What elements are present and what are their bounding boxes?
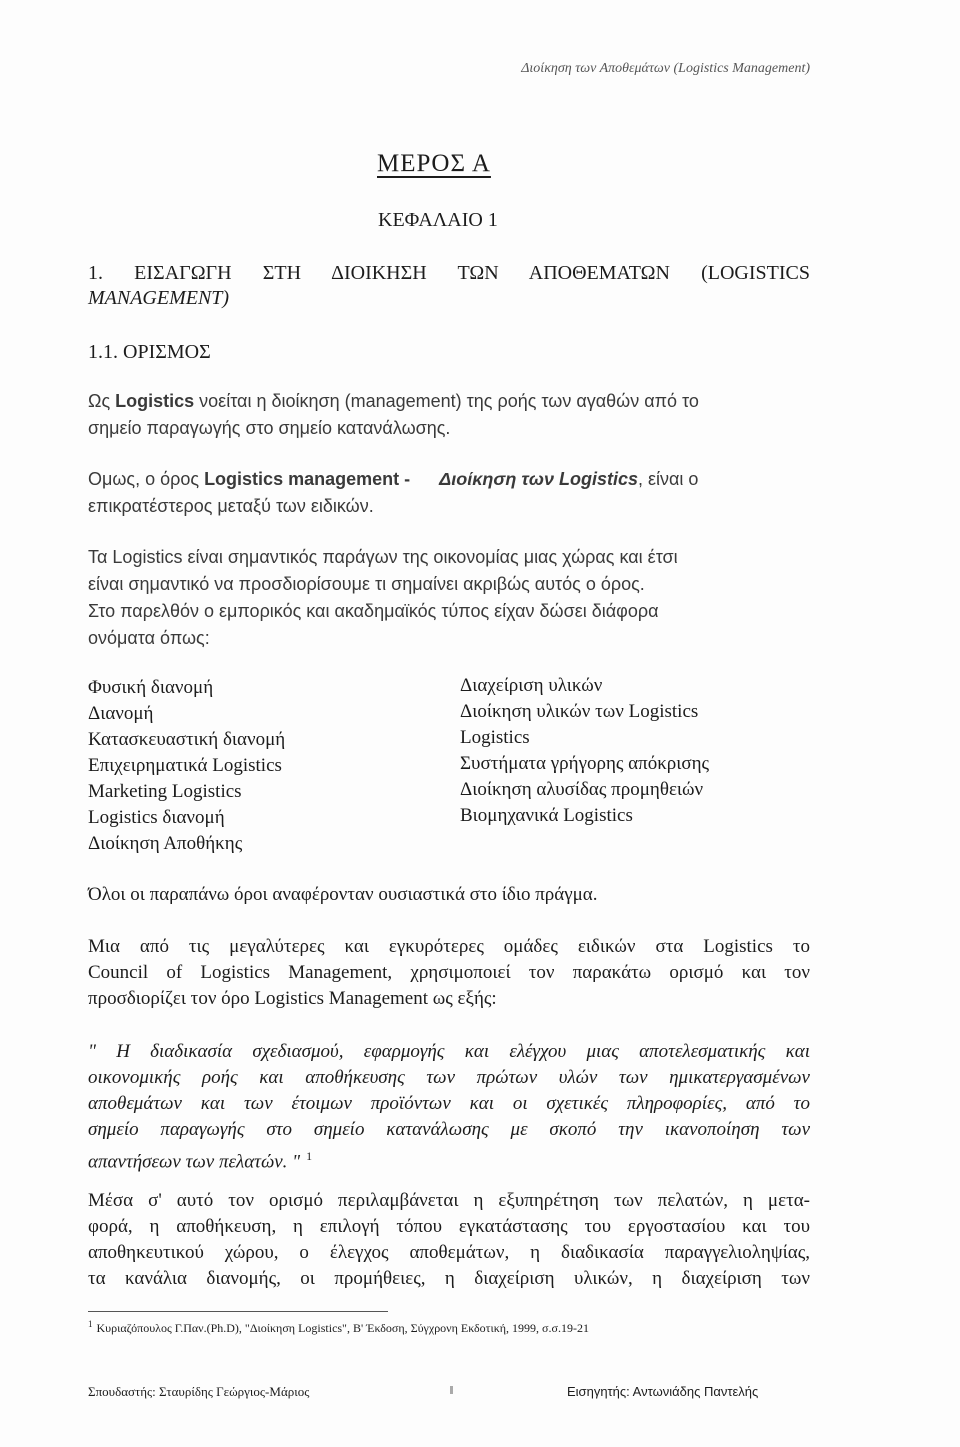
paragraph-council <box>88 934 810 1012</box>
list-item: Φυσική διανομή <box>88 677 214 698</box>
para5-line3: αποθηκευτικού χώρου, ο έλεγχος αποθεμάτων, η διαδικασία παραγγελιοληψίας, <box>88 1242 810 1263</box>
paragraph-scope <box>88 1188 810 1292</box>
footnote-text: Κυριαζόπουλος Γ.Παν.(Ph.D), "Διοίκηση Logistics", Β' Έκδοση, Σύγχρονη Εκδοτική, 1999, σ.σ.19-21 <box>96 1321 589 1335</box>
para2-prefix: Ομως, ο όρος <box>88 469 205 489</box>
names-list-right <box>460 673 709 829</box>
quote-line5: απαντήσεων των πελατών. " <box>88 1151 301 1173</box>
para3-line2: είναι σημαντικό να προσδιορίσουμε τι σημαίνει ακριβώς αυτός ο όρος. <box>88 574 645 594</box>
para1-line2: σημείο παραγωγής στο σημείο κατανάλωσης. <box>88 418 451 438</box>
footnote-mark: 1 <box>88 1319 93 1329</box>
list-item: Διανομή <box>88 703 154 724</box>
footer-supervisor: Εισηγητής: Αντωνιάδης Παντελής <box>567 1384 759 1399</box>
paragraph-names-intro <box>88 544 810 652</box>
para1-prefix: Ως <box>88 391 116 411</box>
quote-line1: " Η διαδικασία σχεδιασμού, εφαρμογής και ελέγχου μιας αποτελεσματικής και <box>88 1041 810 1062</box>
para2-term: Logistics management - <box>204 469 416 489</box>
list-item: Διοίκηση Αποθήκης <box>88 833 243 854</box>
list-item: Συστήματα γρήγορης απόκρισης <box>460 753 710 774</box>
para2-term-greek: Διοίκηση των Logistics <box>439 469 638 489</box>
para2-line2: επικρατέστερος μεταξύ των ειδικών. <box>88 496 374 516</box>
para1-term: Logistics <box>115 391 195 411</box>
section-heading-line1: 1. ΕΙΣΑΓΩΓΗ ΣΤΗ ΔΙΟΙΚΗΣΗ ΤΩΝ ΑΠΟΘΕΜΑΤΩΝ (LOGISTICS <box>88 262 810 284</box>
para1-rest: νοείται η διοίκηση (management) της ροής των αγαθών από το <box>194 391 699 411</box>
quote-line2: οικονομικής ροής και αποθήκευσης των πρώτων υλών των ημικατεργασμένων <box>88 1067 810 1088</box>
section-heading-line2: MANAGEMENT) <box>88 287 230 309</box>
list-item: Διοίκηση αλυσίδας προμηθειών <box>460 779 704 800</box>
definition-quote <box>88 1039 810 1175</box>
para4-line1: Μια από τις μεγαλύτερες και εγκυρότερες ομάδες ειδικών στα Logistics το <box>88 936 810 957</box>
part-title: ΜΕΡΟΣ Α <box>377 150 491 177</box>
page-mark <box>450 1386 453 1394</box>
footer-student: Σπουδαστής: Σταυρίδης Γεώργιος-Μάριος <box>88 1384 310 1399</box>
para3-line1: Τα Logistics είναι σημαντικός παράγων της οικονομίας μιας χώρας και έτσι <box>88 547 678 567</box>
running-header: Διοίκηση των Αποθεμάτων (Logistics Management) <box>521 61 810 76</box>
list-item: Επιχειρηματικά Logistics <box>88 755 282 776</box>
quote-line3: αποθεμάτων και των έτοιμων προϊόντων και οι σχετικές πληροφορίες, από το <box>88 1093 810 1114</box>
paragraph-term <box>88 466 810 520</box>
quote-line4: σημείο παραγωγής στο σημείο κατανάλωσης με σκοπό την ικανοποίηση των <box>88 1119 810 1140</box>
footnote-divider <box>88 1311 388 1312</box>
para2-rest: , είναι ο <box>637 469 699 489</box>
footnote <box>88 1319 589 1336</box>
list-item: Logistics <box>460 727 530 748</box>
list-item: Κατασκευαστική διανομή <box>88 729 286 750</box>
footnote-ref: 1 <box>306 1149 313 1163</box>
names-list-left <box>88 675 285 857</box>
subsection-heading: 1.1. ΟΡΙΣΜΟΣ <box>88 341 211 363</box>
para4-line2: Council of Logistics Management, χρησιμοποιεί τον παρακάτω ορισμό και τον <box>88 962 810 983</box>
para5-line4: τα κανάλια διανομής, οι προμήθειες, η διαχείριση υλικών, η διαχείριση των <box>88 1268 810 1289</box>
para5-line1: Μέσα σ' αυτό τον ορισμό περιλαμβάνεται η εξυπηρέτηση των πελατών, η μετα- <box>88 1190 810 1211</box>
list-item: Βιομηχανικά Logistics <box>460 805 633 826</box>
para3-line4: ονόματα όπως: <box>88 628 210 648</box>
para4-line3: προσδιορίζει τον όρο Logistics Management ως εξής: <box>88 988 497 1009</box>
list-item: Marketing Logistics <box>88 781 242 802</box>
paragraph-definition <box>88 388 810 442</box>
summary-sentence: Όλοι οι παραπάνω όροι αναφέρονταν ουσιαστικά στο ίδιο πράγμα. <box>88 884 598 905</box>
para3-line3: Στο παρελθόν ο εμπορικός και ακαδημαϊκός τύπος είχαν δώσει διάφορα <box>88 601 659 621</box>
list-item: Logistics διανομή <box>88 807 225 828</box>
chapter-heading: ΚΕΦΑΛΑΙΟ 1 <box>378 209 498 231</box>
list-item: Διοίκηση υλικών των Logistics <box>460 701 699 722</box>
para5-line2: φορά, η αποθήκευση, η επιλογή τόπου εγκατάστασης του εργοστασίου και του <box>88 1216 810 1237</box>
list-item: Διαχείριση υλικών <box>460 675 603 696</box>
